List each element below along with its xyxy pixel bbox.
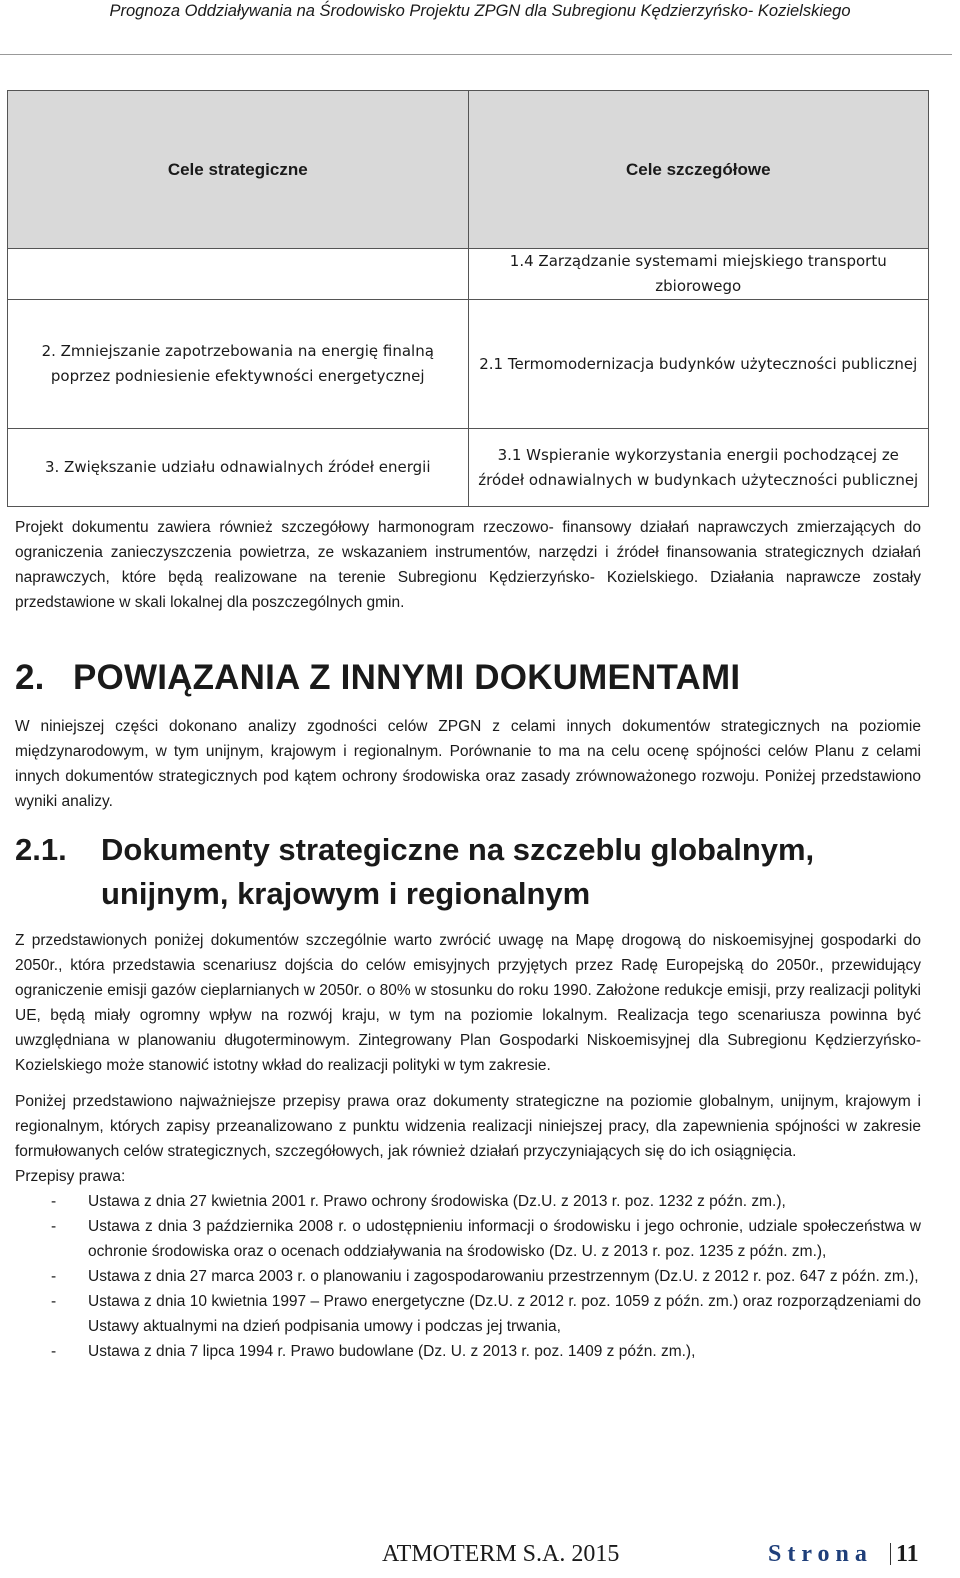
paragraph: Poniżej przedstawiono najważniejsze przepisy prawa oraz dokumenty strategiczne na poziomie globalnym, unijnym, krajowym i regionalnym, których zapisy przeanalizowano z punktu widzenia realizacji niniejszej pracy, dla zapewnienia spójności w zakresie formułowanych celów strategicznych, szczegółowych, jak również działań przyczyniających się do ich osiągnięcia.	[15, 1093, 921, 1161]
list-item: - Ustawa z dnia 3 października 2008 r. o udostępnieniu informacji o środowisku i jego ochronie, udziale społeczeństwa w ochronie środowiska oraz o ocenach oddziaływania na środowisko (Dz. U. z 2013 r. poz. 1235 z późn. zm.),	[51, 1217, 921, 1260]
list-item: - Ustawa z dnia 10 kwietnia 1997 – Prawo energetyczne (Dz.U. z 2012 r. poz. 1059 z późn. zm.) oraz rozporządzeniami do Ustawy aktualnymi na dzień podpisania umowy i podczas jej trwania,	[51, 1292, 921, 1335]
paragraph: Projekt dokumentu zawiera również szczegółowy harmonogram rzeczowo- finansowy działań naprawczych zmierzających do ograniczenia zanieczyszczenia powietrza, ze wskazaniem instrumentów, narzędzi i źródeł finansowania strategicznych działań naprawczych, które będą realizowane na terenie Subregionu Kędzierzyńsko- Kozielskiego. Działania naprawcze zostały przedstawione w skali lokalnej dla poszczególnych gmin.	[15, 519, 921, 611]
goals-table	[7, 90, 929, 507]
page-footer	[0, 1539, 960, 1575]
running-header: Prognoza Oddziaływania na Środowisko Projektu ZPGN dla Subregionu Kędzierzyńsko- Kozielskiego	[109, 2, 851, 20]
table-row	[8, 249, 929, 300]
paragraph: W niniejszej części dokonano analizy zgodności celów ZPGN z celami innych dokumentów strategicznych na poziomie międzynarodowym, w tym unijnym, krajowym i regionalnym. Porównanie to ma na celu ocenę spójności celów Planu z celami innych dokumentów strategicznych pod kątem ochrony środowiska oraz zasady zrównoważonego rozwoju. Poniżej przedstawiono wyniki analizy.	[15, 718, 921, 810]
subsection-number: 2.1.	[15, 832, 67, 867]
footer-separator	[890, 1543, 891, 1565]
paragraph: Z przedstawionych poniżej dokumentów szczególnie warto zwrócić uwagę na Mapę drogową do niskoemisyjnej gospodarki do 2050r., która przedstawia scenariusz dojścia do celów emisyjnych przyjętych przez Radę Europejską do 2050r., przewidujący ograniczenie emisji gazów cieplarnianych w 2050r. o 80% w stosunku do roku 1990. Założone redukcje emisji, przy realizacji polityki UE, będą miały ogromny wpływ na rozwój kraju, w tym na poziomie lokalnym. Realizacja tego scenariusza powinna być uwzględniana w planowaniu długoterminowym. Zintegrowany Plan Gospodarki Niskoemisyjnej dla Subregionu Kędzierzyńsko-Kozielskiego może stanowić istotny wkład do realizacji polityki w tym zakresie.	[15, 932, 921, 1074]
laws-list	[15, 1190, 921, 1364]
list-item: - Ustawa z dnia 7 lipca 1994 r. Prawo budowlane (Dz. U. z 2013 r. poz. 1409 z późn. zm.),	[51, 1342, 696, 1360]
table-cell	[8, 249, 469, 300]
section-heading	[15, 656, 740, 700]
list-item: - Ustawa z dnia 27 marca 2003 r. o planowaniu i zagospodarowaniu przestrzennym (Dz.U. z 2012 r. poz. 647 z późn. zm.),	[51, 1267, 919, 1285]
list-item: - Ustawa z dnia 27 kwietnia 2001 r. Prawo ochrony środowiska (Dz.U. z 2013 r. poz. 1232 z późn. zm.),	[51, 1193, 786, 1211]
table-header-specific: Cele szczegółowe	[468, 91, 929, 249]
footer-page-number: 11	[896, 1541, 919, 1567]
intro-paragraph	[15, 516, 921, 616]
subsection-body	[15, 929, 921, 1364]
table-header-strategic: Cele strategiczne	[8, 91, 469, 249]
footer-page-label: Strona	[768, 1541, 873, 1567]
table-row	[8, 300, 929, 429]
subsection-title: Dokumenty strategiczne na szczeblu globalnym, unijnym, krajowym i regionalnym	[101, 832, 815, 911]
table-cell: 1.4 Zarządzanie systemami miejskiego transportu zbiorowego	[468, 249, 929, 300]
table-row	[8, 429, 929, 507]
footer-company: ATMOTERM S.A. 2015	[382, 1541, 620, 1567]
table-cell: 2.1 Termomodernizacja budynków użyteczności publicznej	[468, 300, 929, 429]
section-title: POWIĄZANIA Z INNYMI DOKUMENTAMI	[73, 658, 741, 697]
table-cell: 3. Zwiększanie udziału odnawialnych źródeł energii	[8, 429, 469, 507]
section-intro	[15, 715, 921, 815]
laws-label: Przepisy prawa:	[15, 1168, 126, 1186]
section-number: 2.	[15, 658, 45, 697]
table-cell: 3.1 Wspieranie wykorzystania energii pochodzącej ze źródeł odnawialnych w budynkach użyteczności publicznej	[468, 429, 929, 507]
table-cell: 2. Zmniejszanie zapotrzebowania na energię finalną poprzez podniesienie efektywności energetycznej	[8, 300, 469, 429]
header-divider	[0, 54, 952, 55]
